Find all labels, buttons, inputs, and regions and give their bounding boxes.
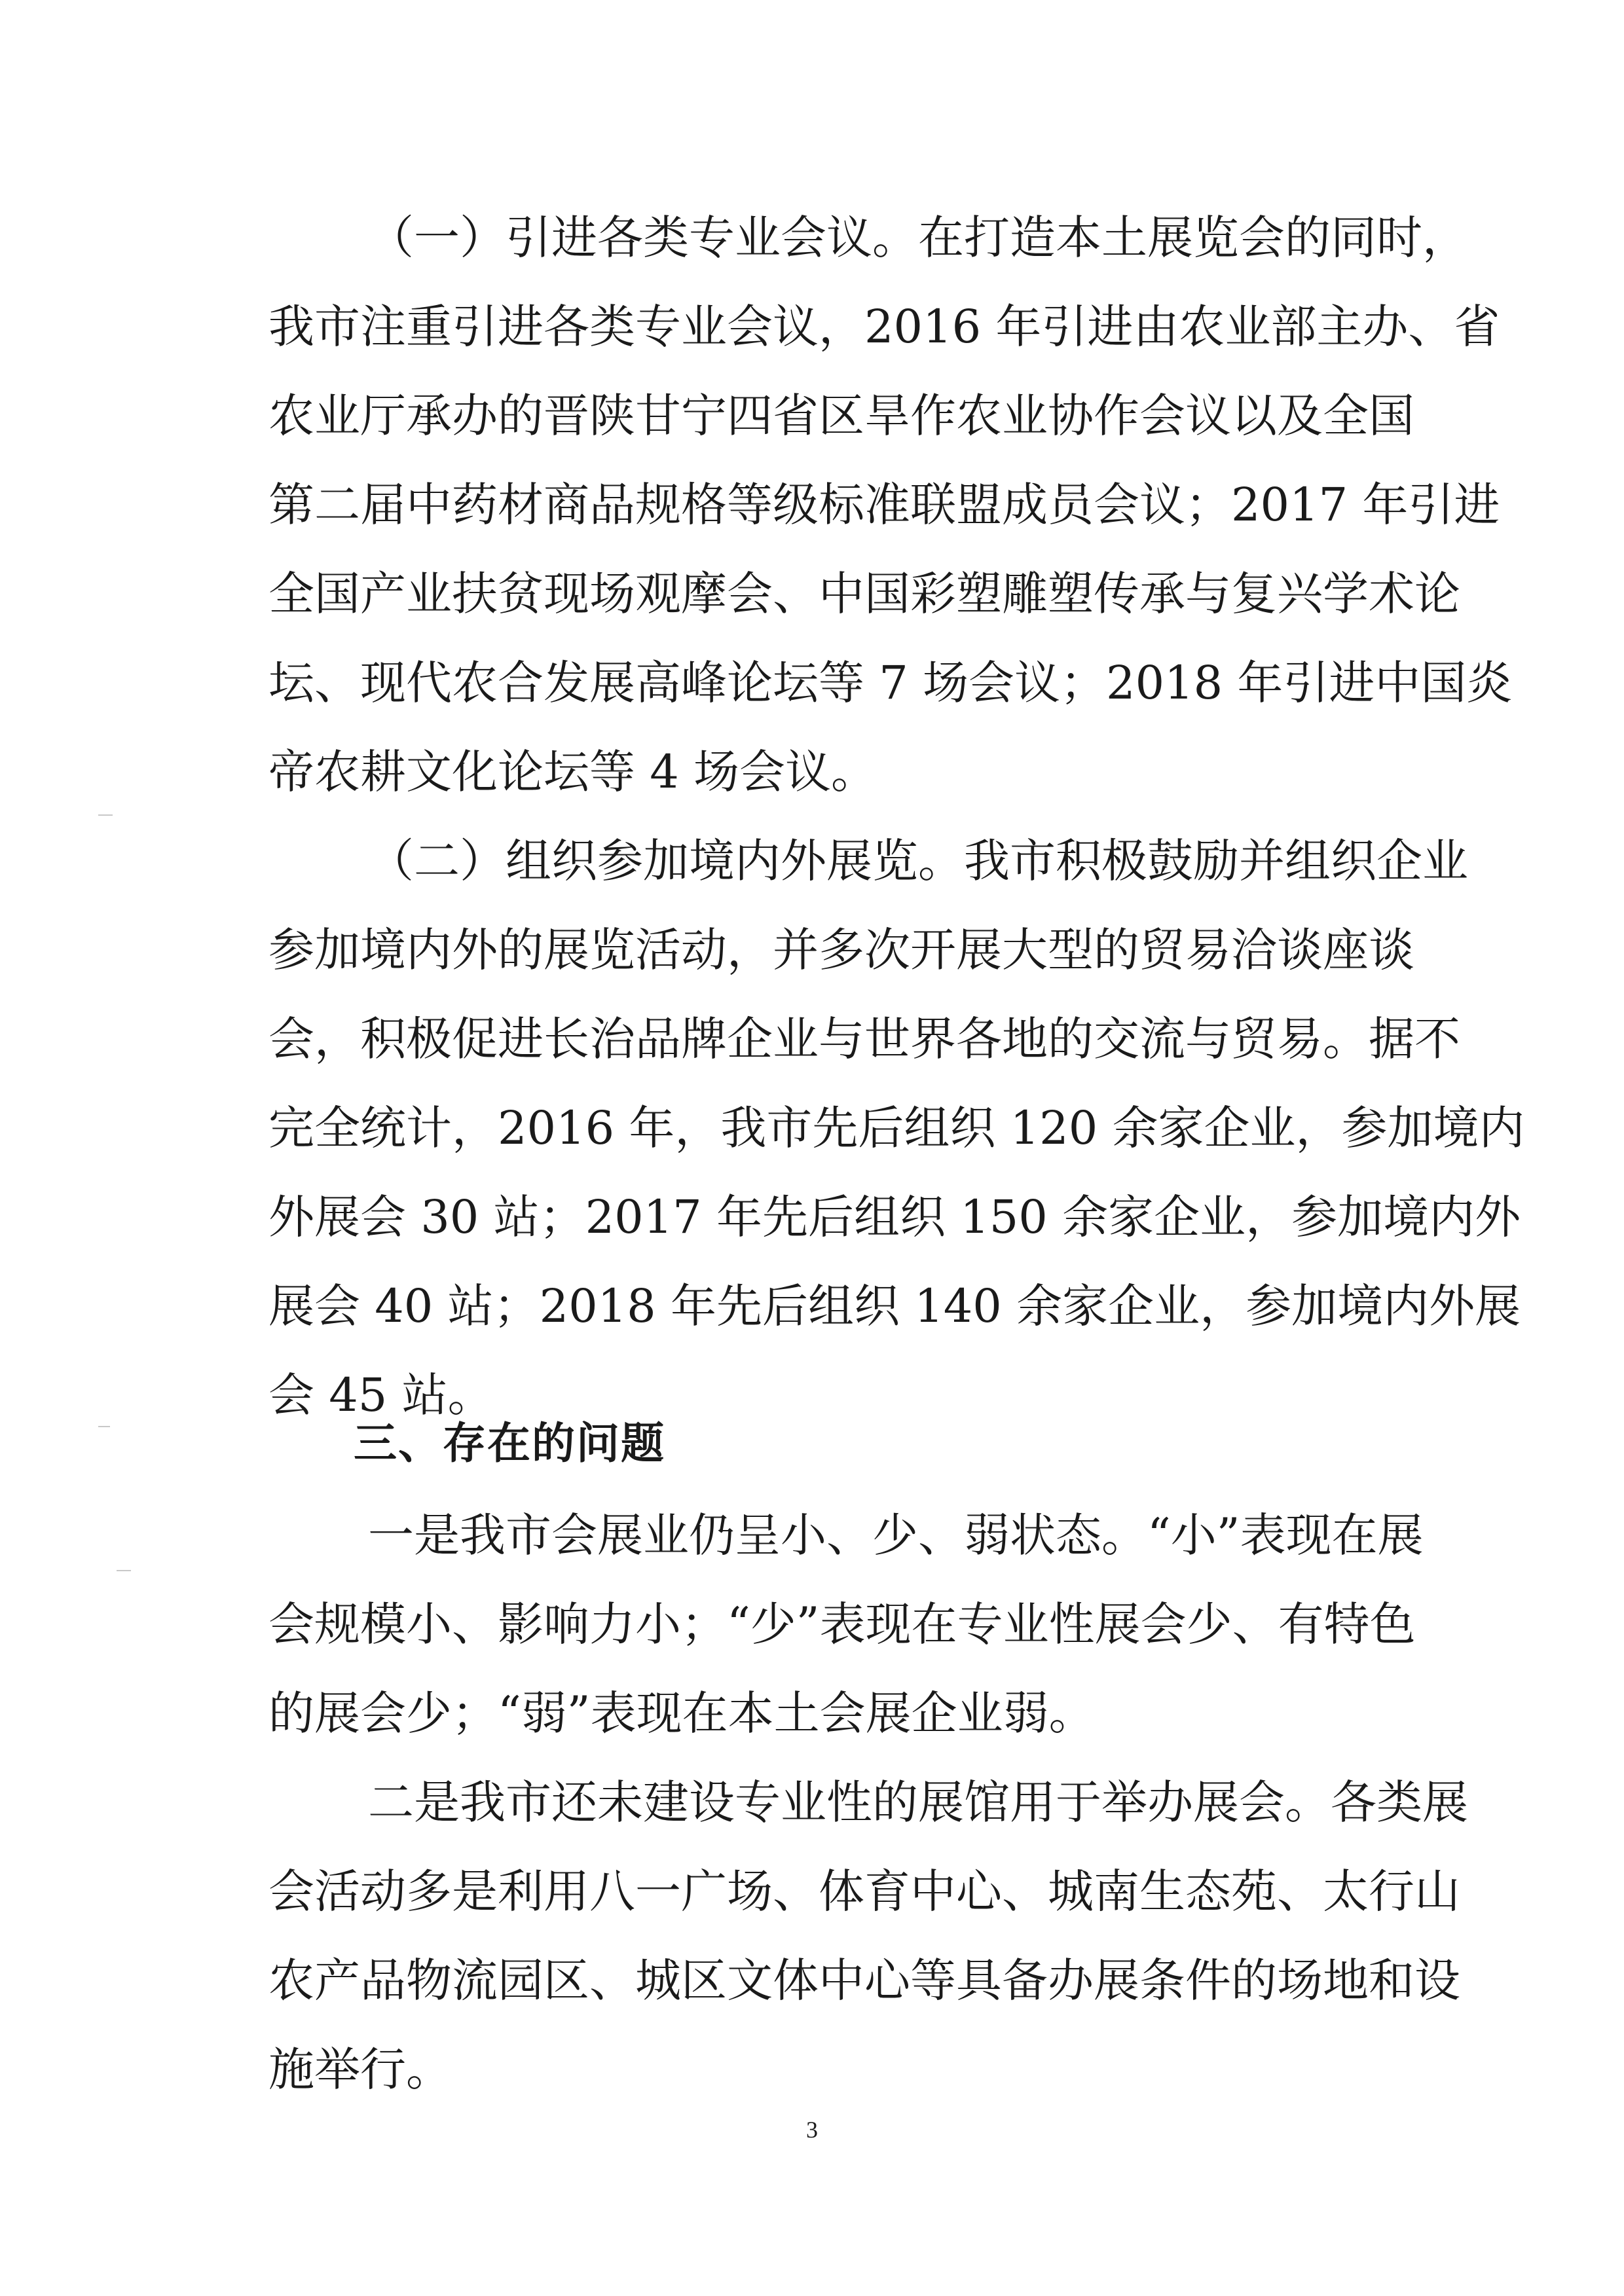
section1-line-1: （一）引进各类专业会议。在打造本土展览会的同时，	[368, 211, 1468, 264]
problem1-line-3: 的展会少；“弱”表现在本土会展企业弱。	[268, 1686, 1095, 1740]
section1-line-7: 帝农耕文化论坛等 4 场会议。	[268, 745, 877, 799]
problem2-line-2: 会活动多是利用八一广场、体育中心、城南生态苑、太行山	[268, 1865, 1460, 1918]
problem2-line-3: 农产品物流园区、城区文体中心等具备办展条件的场地和设	[268, 1954, 1460, 2007]
section-heading-problems: 三、存在的问题	[354, 1418, 665, 1468]
section2-line-2: 参加境内外的展览活动，并多次开展大型的贸易洽谈座谈	[268, 923, 1414, 977]
section2-line-5: 外展会 30 站；2017 年先后组织 150 余家企业，参加境内外	[268, 1190, 1521, 1244]
section2-line-1: （二）组织参加境内外展览。我市积极鼓励并组织企业	[368, 834, 1468, 888]
section1-line-4: 第二届中药材商品规格等级标准联盟成员会议；2017 年引进	[268, 478, 1500, 532]
problem2-line-4: 施举行。	[268, 2043, 452, 2096]
section1-line-2: 我市注重引进各类专业会议，2016 年引进由农业部主办、省	[268, 300, 1500, 354]
section2-line-3: 会，积极促进长治品牌企业与世界各地的交流与贸易。据不	[268, 1012, 1460, 1066]
section2-line-7: 会 45 站。	[268, 1368, 494, 1422]
problem1-line-1: 一是我市会展业仍呈小、少、弱状态。“小”表现在展	[368, 1508, 1424, 1562]
section1-line-5: 全国产业扶贫现场观摩会、中国彩塑雕塑传承与复兴学术论	[268, 567, 1460, 621]
problem1-line-2: 会规模小、影响力小；“少”表现在专业性展会少、有特色	[268, 1597, 1416, 1651]
section2-line-6: 展会 40 站；2018 年先后组织 140 余家企业，参加境内外展	[268, 1279, 1521, 1333]
page-number: 3	[806, 2117, 818, 2143]
section1-line-3: 农业厅承办的晋陕甘宁四省区旱作农业协作会议以及全国	[268, 389, 1414, 443]
section1-line-6: 坛、现代农合发展高峰论坛等 7 场会议；2018 年引进中国炎	[268, 656, 1513, 710]
scan-mark	[98, 814, 113, 816]
problem2-line-1: 二是我市还未建设专业性的展馆用于举办展会。各类展	[368, 1776, 1468, 1829]
section2-line-4: 完全统计，2016 年，我市先后组织 120 余家企业，参加境内	[268, 1101, 1525, 1155]
scan-mark	[98, 1426, 110, 1427]
scan-mark	[117, 1570, 131, 1571]
